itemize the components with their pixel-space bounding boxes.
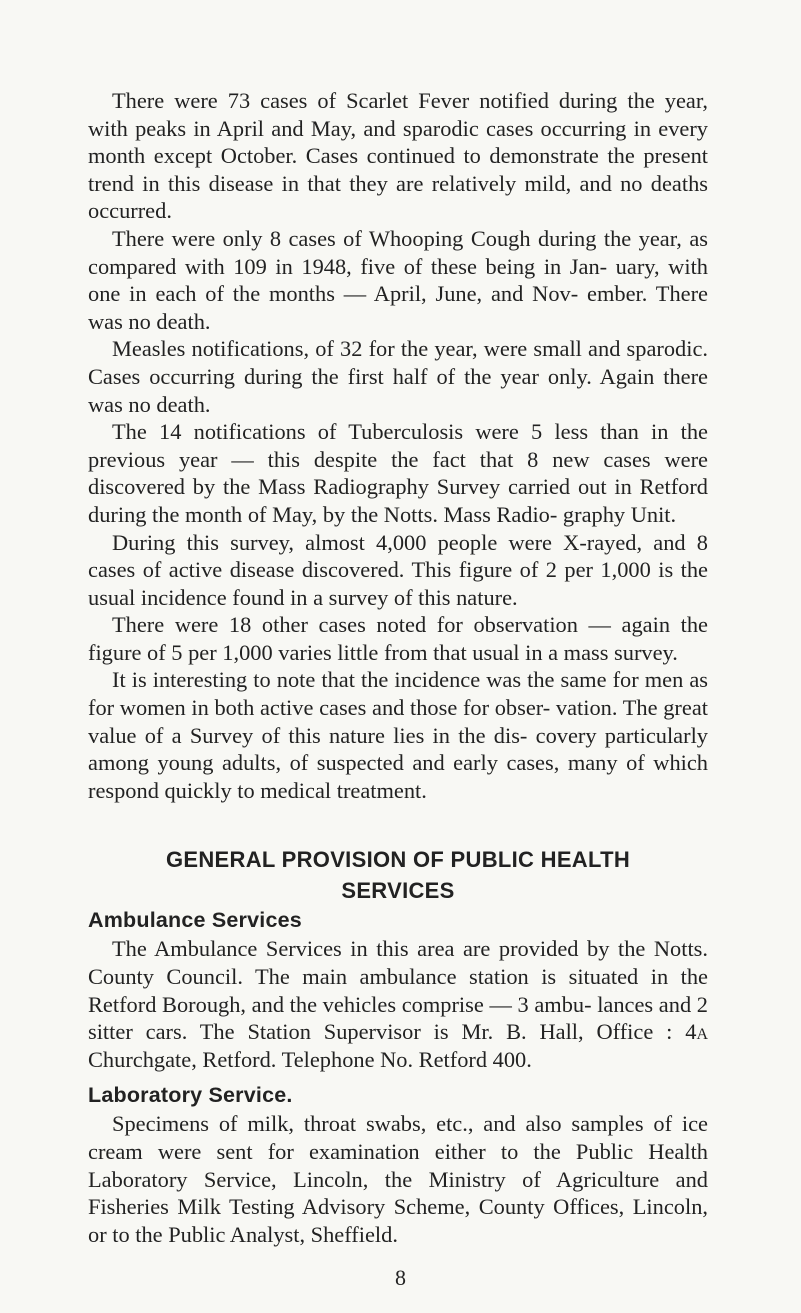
section-spacer [88, 804, 708, 844]
xray-survey-paragraph: During this survey, almost 4,000 people were X-rayed, and 8 cases of active disease discovered. This figure of 2 per 1,000 is the usual incidence found in a survey of this nature. [88, 529, 708, 610]
incidence-paragraph: It is interesting to note that the incidence was the same for men as for women in both active cases and those for obser- vation. The great value of a Survey of this nature lies in the dis- covery particularly among young adults, of suspected and early cases, many of which respond quickly to medical treatment. [88, 667, 708, 803]
laboratory-paragraph: Specimens of milk, throat swabs, etc., and also samples of ice cream were sent for examination either to the Public Health Laboratory Service, Lincoln, the Ministry of Agriculture and Fisheries Milk Testing Advisory Scheme, County Offices, Lincoln, or to the Public Analyst, Sheffield. [88, 1111, 708, 1247]
ambulance-paragraph [88, 935, 708, 1073]
ambulance-address-suffix: a [696, 1019, 708, 1045]
observation-paragraph: There were 18 other cases noted for observation — again the figure of 5 per 1,000 varies little from that usual in a mass survey. [88, 612, 708, 665]
ambulance-heading: Ambulance Services [88, 908, 302, 933]
section-heading-line1: GENERAL PROVISION OF PUBLIC HEALTH [165, 847, 631, 873]
measles-paragraph: Measles notifications, of 32 for the year, were small and sparodic. Cases occurring during the first half of the year only. Again there was no death. [88, 336, 708, 417]
ambulance-text: The Ambulance Services in this area are provided by the Notts. County Council. The main ambulance station is situated in the Retford Borough, and the vehicles comprise — 3 ambu- lances and 2 sitter cars. The Station Supervisor is Mr. B. Hall, Office : 4 [88, 936, 708, 1045]
tuberculosis-paragraph: The 14 notifications of Tuberculosis were 5 less than in the previous year — this despite the fact that 8 new cases were discovered by the Mass Radiography Survey carried out in Retford during the month of May, by the Notts. Mass Radio- graphy Unit. [88, 419, 708, 527]
section-heading-line2: SERVICES [341, 878, 455, 904]
whooping-cough-paragraph: There were only 8 cases of Whooping Cough during the year, as compared with 109 in 1948, five of these being in Jan- uary, with one in each of the months — April, June, and Nov- ember. There was no death. [88, 225, 708, 334]
ambulance-text-end: Churchgate, Retford. Telephone No. Retford 400. [88, 1046, 532, 1072]
scarlet-fever-paragraph: There were 73 cases of Scarlet Fever notified during the year, with peaks in April and May, and sparodic cases occurring in every month except October. Cases continued to demonstrate the present trend in this disease in that they are relatively mild, and no deaths occurred. [88, 88, 708, 224]
laboratory-heading: Laboratory Service. [88, 1083, 293, 1108]
section-heading [88, 844, 708, 906]
page-number: 8 [395, 1265, 406, 1290]
text-column [88, 87, 708, 1248]
